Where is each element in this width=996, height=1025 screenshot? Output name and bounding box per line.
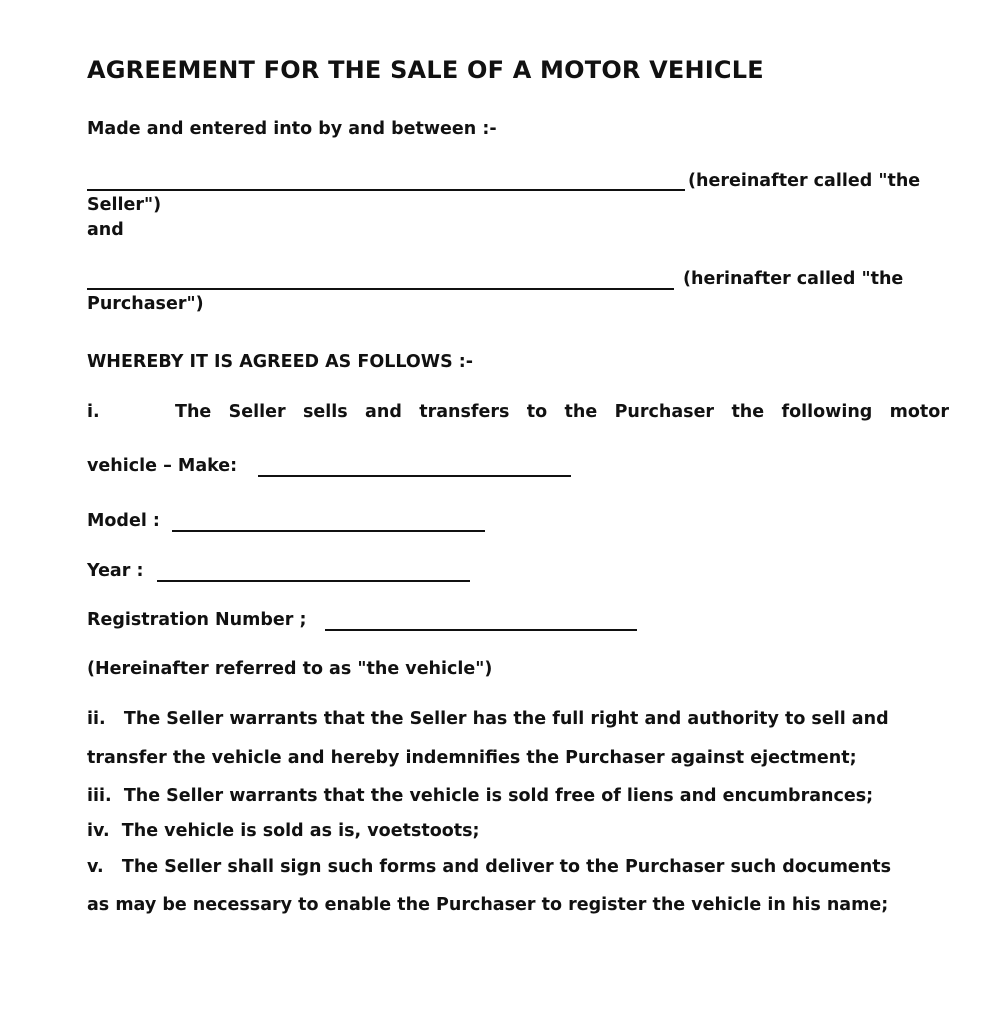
year-label: Year :: [87, 561, 144, 581]
make-label: vehicle – Make:: [87, 456, 238, 476]
whereby-heading: WHEREBY IT IS AGREED AS FOLLOWS :-: [87, 352, 474, 372]
purchaser-label: Purchaser"): [87, 294, 204, 314]
clause-word: Purchaser: [614, 402, 715, 422]
clause-ii-line-1: ii. The Seller warrants that the Seller has the full right and authority to sell and: [87, 709, 889, 729]
clause-ii-line-2: transfer the vehicle and hereby indemnifies the Purchaser against ejectment;: [87, 748, 857, 768]
and-text: and: [87, 220, 124, 240]
clause-v-line-1: v. The Seller shall sign such forms and deliver to the Purchaser such documents: [87, 857, 892, 877]
clause-word: transfers: [419, 402, 510, 422]
registration-label: Registration Number ;: [87, 610, 307, 630]
clause-word: following: [781, 402, 873, 422]
seller-hereinafter-text: (hereinafter called "the: [688, 171, 921, 191]
vehicle-definition-text: (Hereinafter referred to as "the vehicle"): [87, 659, 493, 679]
year-field-line[interactable]: [157, 580, 470, 582]
page-title: AGREEMENT FOR THE SALE OF A MOTOR VEHICLE: [87, 56, 764, 84]
model-field-line[interactable]: [172, 530, 485, 532]
clause-word: to: [526, 402, 548, 422]
seller-label: Seller"): [87, 195, 162, 215]
make-field-line[interactable]: [258, 475, 571, 477]
seller-name-line[interactable]: [87, 189, 685, 191]
clause-word: the: [731, 402, 765, 422]
intro-text: Made and entered into by and between :-: [87, 119, 497, 139]
clause-word: motor: [889, 402, 949, 422]
clause-word: the: [564, 402, 598, 422]
clause-iii: iii. The Seller warrants that the vehicle is sold free of liens and encumbrances;: [87, 786, 874, 806]
purchaser-name-line[interactable]: [87, 288, 674, 290]
clause-i: [87, 402, 949, 422]
clause-word: sells: [302, 402, 348, 422]
purchaser-hereinafter-text: (herinafter called "the: [683, 269, 904, 289]
clause-word: The: [175, 402, 212, 422]
model-label: Model :: [87, 511, 160, 531]
clause-word: and: [365, 402, 402, 422]
clause-word: Seller: [228, 402, 286, 422]
registration-field-line[interactable]: [325, 629, 637, 631]
clause-iv: iv. The vehicle is sold as is, voetstoots;: [87, 821, 480, 841]
clause-i-numeral: i.: [87, 402, 100, 422]
clause-v-line-2: as may be necessary to enable the Purchaser to register the vehicle in his name;: [87, 895, 889, 915]
